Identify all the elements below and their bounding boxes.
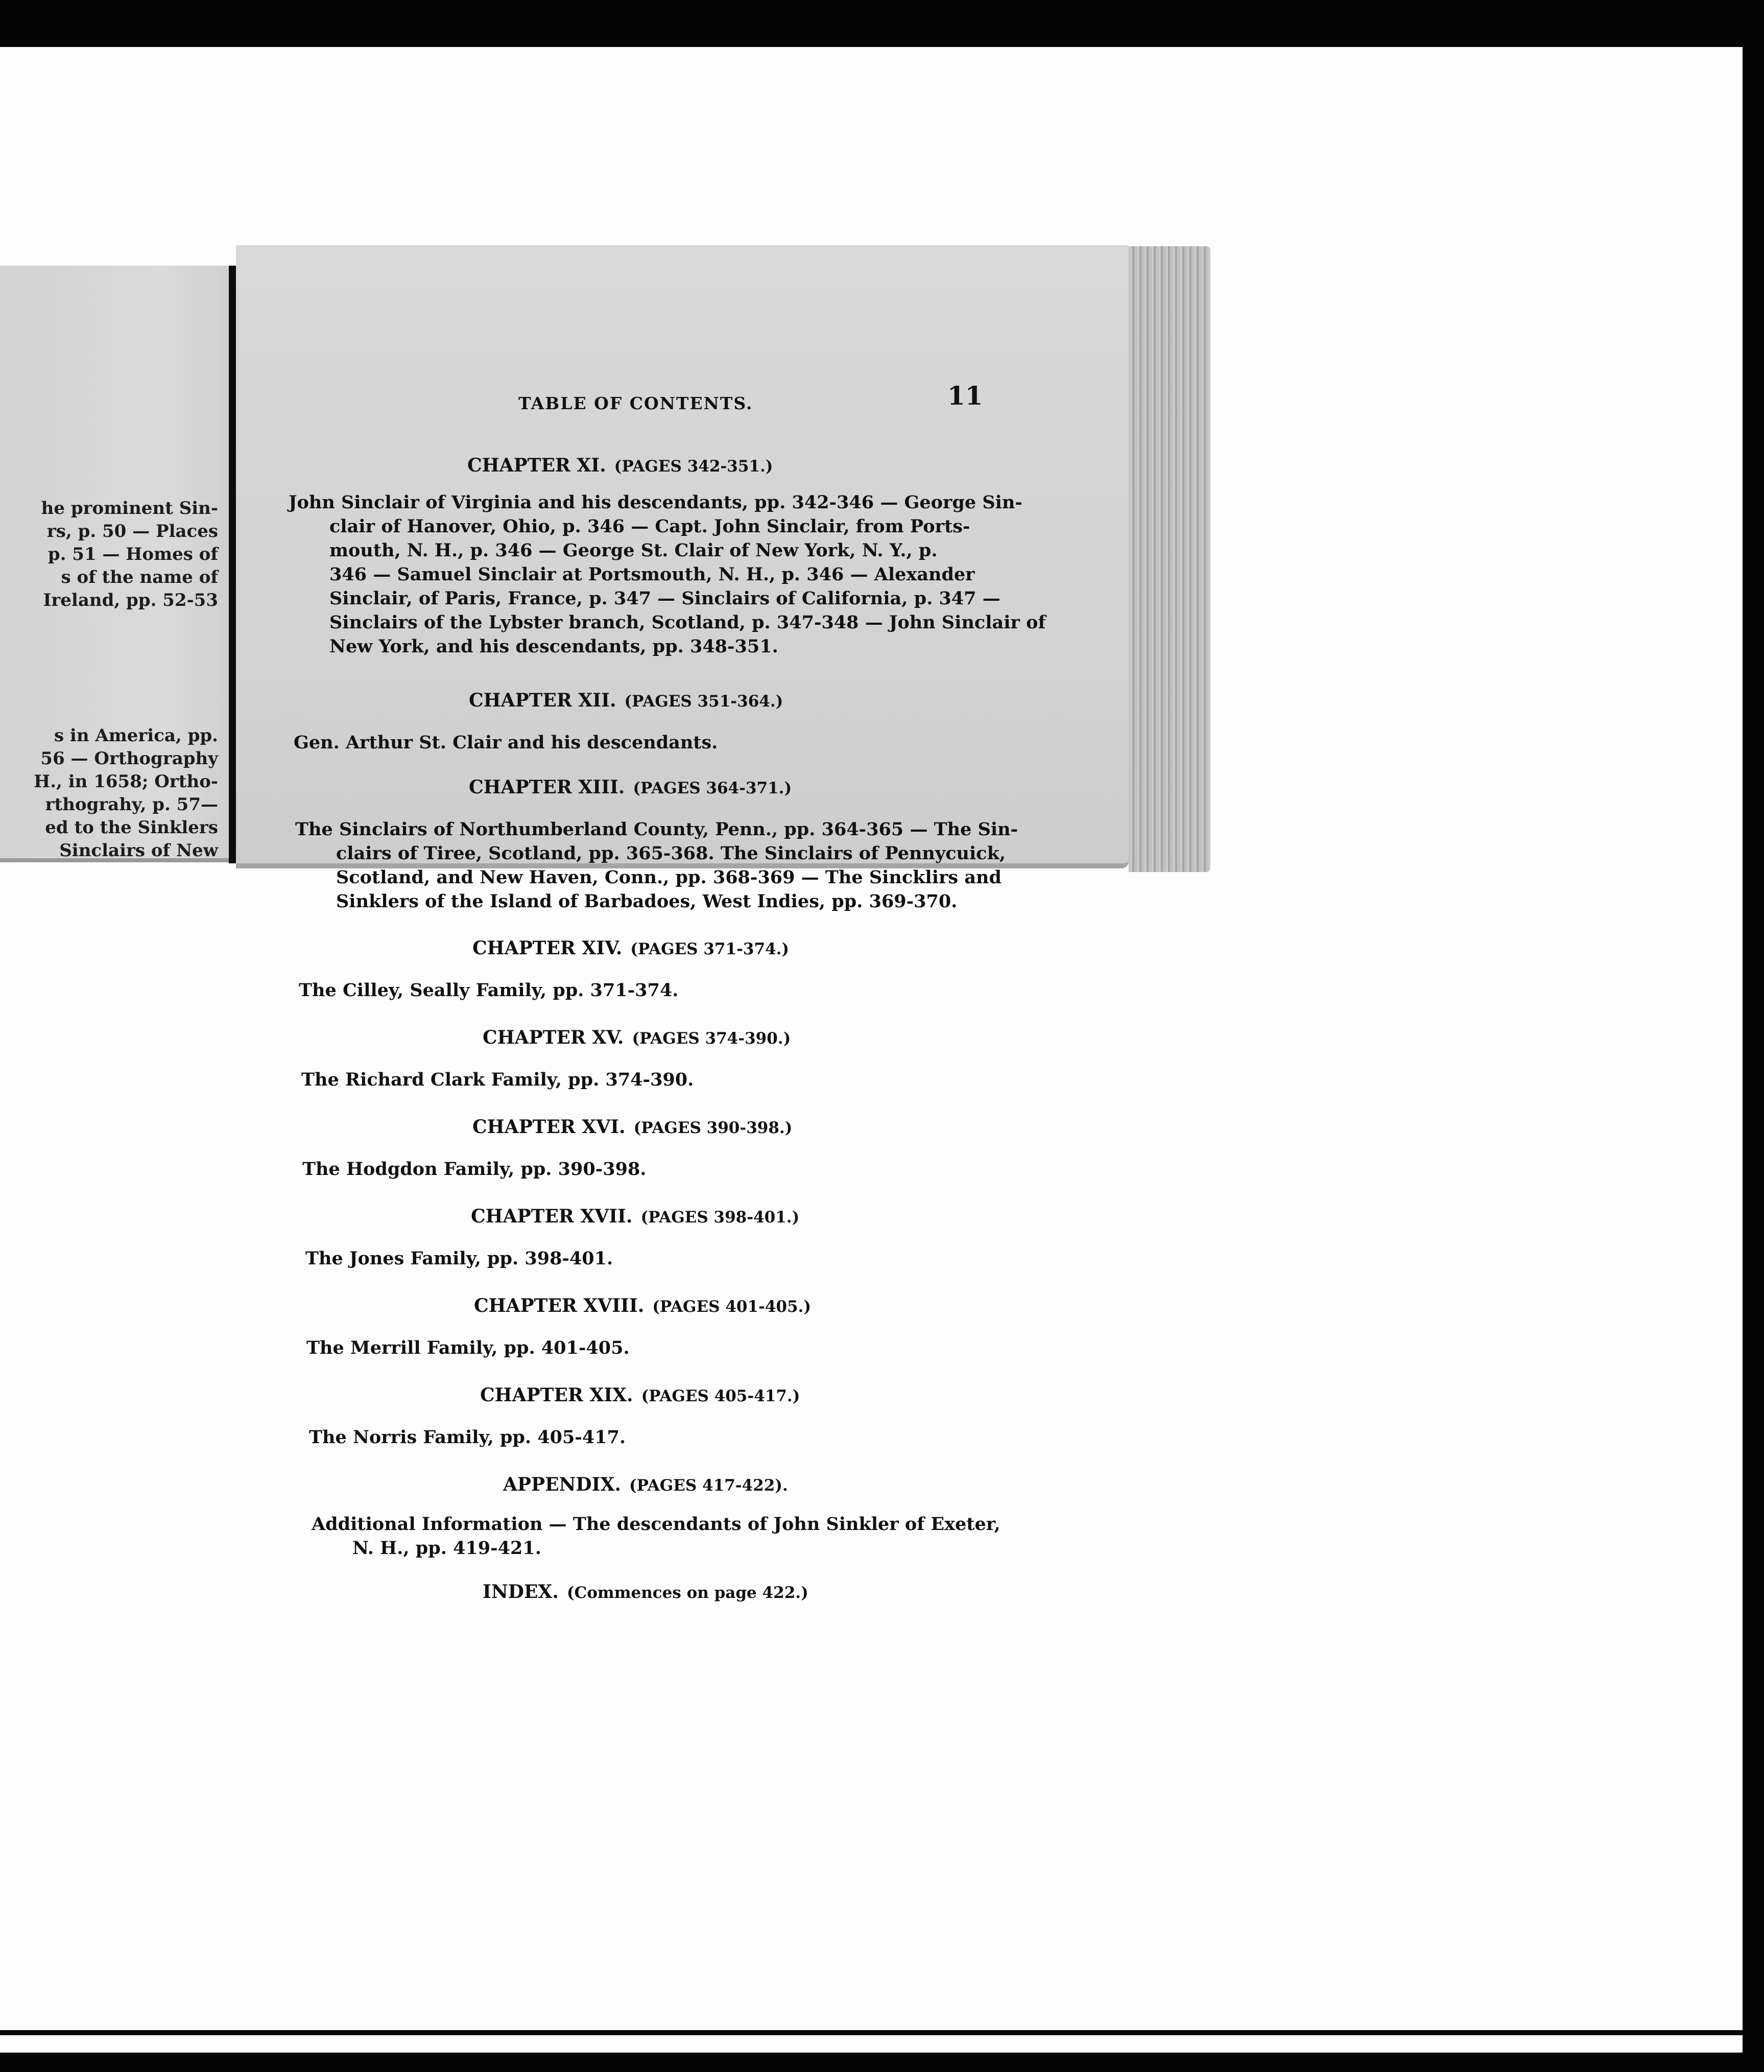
chapter-pages: (PAGES 351-364.) <box>624 692 783 711</box>
left-fragment: rs, p. 50 — Places <box>46 521 218 541</box>
scanner-frame-right <box>1743 0 1764 2072</box>
index-title: INDEX. <box>483 1581 559 1603</box>
appendix-heading <box>503 1474 788 1495</box>
left-fragment: rthograhy, p. 57— <box>45 794 218 815</box>
entry-line: The Sinclairs of Northumberland County, Penn., pp. 364-365 — The Sin- <box>295 819 1018 840</box>
chapter-entry <box>309 1425 626 1449</box>
entry-line: N. H., pp. 419-421. <box>352 1538 541 1559</box>
chapter-heading <box>483 1027 791 1048</box>
appendix-pages: (PAGES 417-422). <box>629 1476 788 1495</box>
entry-line: Sinclair, of Paris, France, p. 347 — Sinclairs of California, p. 347 — <box>329 588 1000 609</box>
left-fragment: ed to the Sinklers <box>45 817 218 838</box>
chapter-heading <box>472 1116 792 1138</box>
scanner-frame-bottom <box>0 2053 1764 2072</box>
entry-line: mouth, N. H., p. 346 — George St. Clair of New York, N. Y., p. <box>329 540 938 561</box>
entry-line: clairs of Tiree, Scotland, pp. 365-368. The Sinclairs of Pennycuick, <box>336 843 1006 864</box>
entry-line: The Jones Family, pp. 398-401. <box>305 1248 613 1269</box>
entry-line: The Hodgdon Family, pp. 390-398. <box>302 1159 647 1180</box>
entry-line: clair of Hanover, Ohio, p. 346 — Capt. John Sinclair, from Ports- <box>329 516 970 537</box>
page-edges <box>1129 246 1210 872</box>
chapter-heading <box>469 776 792 798</box>
chapter-title: CHAPTER XIII. <box>469 776 625 798</box>
entry-line: Sinklers of the Island of Barbadoes, West Indies, pp. 369-370. <box>336 891 958 912</box>
entry-line: New York, and his descendants, pp. 348-351. <box>329 636 778 657</box>
chapter-heading <box>471 1206 799 1227</box>
chapter-pages: (PAGES 342-351.) <box>614 457 773 476</box>
chapter-entry <box>301 1068 694 1092</box>
chapter-title: CHAPTER XVIII. <box>474 1295 645 1316</box>
chapter-entry <box>294 731 718 755</box>
entry-line: Sinclairs of the Lybster branch, Scotland, p. 347-348 — John Sinclair of <box>329 612 1046 633</box>
chapter-title: CHAPTER XVII. <box>471 1206 633 1227</box>
chapter-heading <box>474 1295 811 1316</box>
chapter-pages: (PAGES 390-398.) <box>633 1119 793 1137</box>
left-fragment: s in America, pp. <box>54 725 218 746</box>
chapter-title: CHAPTER XI. <box>467 455 606 476</box>
chapter-heading <box>469 690 783 711</box>
left-fragment: Sinclairs of New <box>59 840 218 861</box>
chapter-title: CHAPTER XVI. <box>472 1116 626 1138</box>
left-fragment: s of the name of <box>61 567 218 587</box>
chapter-entry <box>306 1336 630 1360</box>
chapter-pages: (PAGES 401-405.) <box>652 1298 812 1316</box>
chapter-pages: (PAGES 374-390.) <box>632 1029 791 1048</box>
left-fragment: he prominent Sin- <box>41 498 218 519</box>
index-pages: (Commences on page 422.) <box>566 1584 808 1602</box>
entry-line: The Richard Clark Family, pp. 374-390. <box>301 1069 694 1090</box>
scanner-frame-rule <box>0 2030 1747 2035</box>
chapter-title: CHAPTER XII. <box>469 690 616 711</box>
scanner-frame-top <box>0 0 1764 47</box>
chapter-title: CHAPTER XV. <box>483 1027 624 1048</box>
left-fragment: p. 51 — Homes of <box>47 544 218 564</box>
left-fragment: 56 — Orthography <box>40 748 218 769</box>
page-number: 11 <box>947 381 983 411</box>
chapter-pages: (PAGES 364-371.) <box>633 779 792 797</box>
chapter-entry <box>299 978 678 1002</box>
entry-line: 346 — Samuel Sinclair at Portsmouth, N. H., p. 346 — Alexander <box>329 564 975 585</box>
left-fragment: H., in 1658; Ortho- <box>34 771 218 792</box>
chapter-heading <box>467 455 773 476</box>
entry-line: The Norris Family, pp. 405-417. <box>309 1427 626 1448</box>
chapter-entry <box>289 490 1046 658</box>
entry-line: The Cilley, Seally Family, pp. 371-374. <box>299 980 679 1001</box>
chapter-pages: (PAGES 398-401.) <box>640 1208 800 1227</box>
appendix-title: APPENDIX. <box>503 1474 621 1495</box>
entry-line: John Sinclair of Virginia and his descendants, pp. 342-346 — George Sin- <box>289 492 1022 513</box>
chapter-pages: (PAGES 405-417.) <box>641 1387 800 1405</box>
left-page-fragments <box>0 0 232 2072</box>
entry-line: The Merrill Family, pp. 401-405. <box>306 1337 630 1358</box>
chapter-heading <box>472 937 789 959</box>
chapter-entry <box>295 817 1018 913</box>
entry-line: Gen. Arthur St. Clair and his descendants. <box>294 732 718 753</box>
left-fragment: Ireland, pp. 52-53 <box>43 590 218 610</box>
running-head: TABLE OF CONTENTS. <box>518 393 753 413</box>
appendix-entry <box>312 1512 1000 1560</box>
chapter-pages: (PAGES 371-374.) <box>630 940 790 958</box>
chapter-title: CHAPTER XIV. <box>472 937 623 959</box>
chapter-entry <box>302 1157 647 1181</box>
chapter-entry <box>305 1246 613 1270</box>
entry-line: Additional Information — The descendants of John Sinkler of Exeter, <box>312 1514 1000 1535</box>
index-heading <box>483 1581 808 1603</box>
chapter-title: CHAPTER XIX. <box>480 1384 633 1406</box>
chapter-heading <box>480 1384 800 1406</box>
entry-line: Scotland, and New Haven, Conn., pp. 368-369 — The Sincklirs and <box>336 867 1002 888</box>
